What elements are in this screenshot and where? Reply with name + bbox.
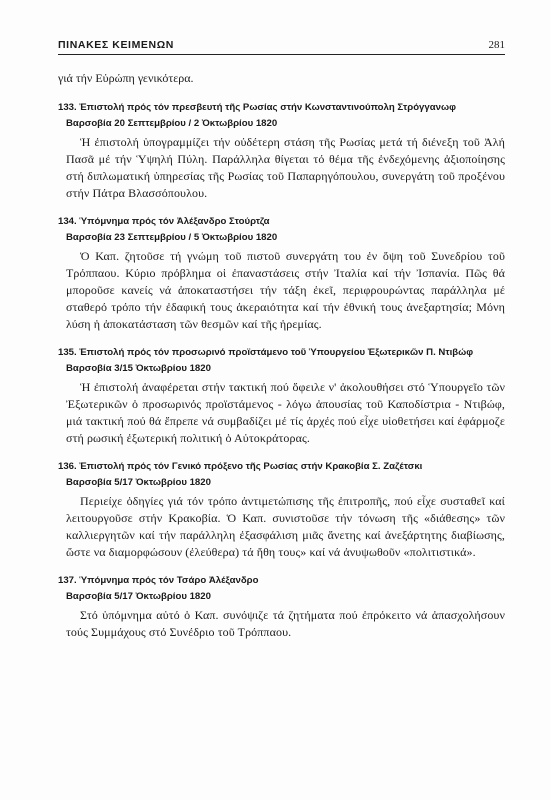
running-header bbox=[58, 38, 505, 55]
entry-heading: 135. Ἐπιστολή πρός τόν προσωρινό προϊστάμενο τοῦ Ὑπουργείου Ἐξωτερικῶν Π. Ντιβώφ bbox=[58, 347, 474, 358]
entry-date: Βαρσοβία 3/15 Ὀκτωβρίου 1820 bbox=[66, 363, 211, 374]
entry-136 bbox=[58, 460, 505, 561]
entry-133 bbox=[58, 101, 505, 202]
page-content bbox=[58, 70, 505, 654]
entry-heading: 133. Ἐπιστολή πρός τόν πρεσβευτή τῆς Ρωσίας στήν Κωνσταντινούπολη Στρόγγανωφ bbox=[58, 102, 456, 113]
entry-heading: 134. Ὑπόμνημα πρός τόν Ἀλέξανδρο Στούρτζα bbox=[58, 216, 270, 227]
entry-date: Βαρσοβία 20 Σεπτεμβρίου / 2 Ὀκτωβρίου 1820 bbox=[66, 118, 278, 129]
page-number: 281 bbox=[488, 39, 505, 51]
running-title: ΠΙΝΑΚΕΣ ΚΕΙΜΕΝΩΝ bbox=[58, 39, 174, 51]
entry-date: Βαρσοβία 23 Σεπτεμβρίου / 5 Ὀκτωβρίου 1820 bbox=[66, 232, 278, 243]
entry-heading: 137. Ὑπόμνημα πρός τόν Τσάρο Ἀλέξανδρο bbox=[58, 575, 259, 586]
entry-summary: Περιείχε ὁδηγίες γιά τόν τρόπο ἀντιμετώπισης τῆς ἐπιτροπῆς, πού εἶχε συσταθεῖ καί λειτουργοῦσε στήν Κρακοβία. Ὁ Καπ. συνιστοῦσε τήν τόνωση τῆς «διάθεσης» τῶν καλλιεργητῶν καί τήν παράλληλη ἐξασφάλιση μιᾶς ἄνετης καί ἀνεξάρτητης διαβίωσης, ὥστε να διαμορφώσουν (ἐλεύθερα) τά ἤθη τους» καί νά ἀνυψωθοῦν «πολιτιστικά». bbox=[66, 494, 505, 559]
entry-date: Βαρσοβία 5/17 Ὀκτωβρίου 1820 bbox=[66, 477, 211, 488]
entry-heading: 136. Ἐπιστολή πρός τόν Γενικό πρόξενο τῆς Ρωσίας στήν Κρακοβία Σ. Ζαζέτσκι bbox=[58, 461, 423, 472]
entry-134 bbox=[58, 215, 505, 333]
entry-137 bbox=[58, 574, 505, 641]
entry-summary: Στό ὑπόμνημα αὐτό ὁ Καπ. συνόψιζε τά ζητήματα πού ἐπρόκειτο νά ἀπασχολήσουν τούς Συμμάχους στό Συνέδριο τοῦ Τρόππαου. bbox=[66, 608, 505, 639]
entry-date: Βαρσοβία 5/17 Ὀκτωβρίου 1820 bbox=[66, 591, 211, 602]
continuation-text: γιά τήν Εὐρώπη γενικότερα. bbox=[58, 71, 194, 85]
entry-summary: Ἡ ἐπιστολή ὑπογραμμίζει τήν οὐδέτερη στάση τῆς Ρωσίας μετά τή διένεξη τοῦ Ἀλή Πασᾶ μέ τήν Ὑψηλή Πύλη. Παράλληλα θίγεται τό θέμα τῆς ἐνδεχόμενης ἀξιοποίησης στή διπλωματική ὑπηρεσίας τῆς Ρωσίας τοῦ Παπαρηγόπουλου, συνεργάτη τοῦ προξένου στήν Πάτρα Βλασσόπουλου. bbox=[66, 135, 505, 200]
entry-summary: Ἡ ἐπιστολή ἀναφέρεται στήν τακτική πού ὄφειλε ν' ἀκολουθήσει στό Ὑπουργεῖο τῶν Ἐξωτερικῶν ὁ προσωρινός προϊστάμενος - λόγω ἀπουσίας τοῦ Καποδίστρια - Ντιβώφ, μιά τακτική πού θά ἔπρεπε νά συμβαδίζει μέ τίς ἀρχές πού εἶχε υἱοθετήσει καί ἐφάρμοζε στή ρωσική ἐξωτερική πολιτική ὁ Αὐτοκράτορας. bbox=[66, 380, 505, 445]
entry-135 bbox=[58, 346, 505, 447]
entry-summary: Ὁ Καπ. ζητοῦσε τή γνώμη τοῦ πιστοῦ συνεργάτη του ἐν ὄψη τοῦ Συνεδρίου τοῦ Τρόππαου. Κύριο πρόβλημα οἱ ἐπαναστάσεις στήν Ἰταλία καί τήν Ἰσπανία. Πῶς θά μποροῦσε κανείς νά ἀποκαταστήσει τήν τάξη ἐκεῖ, περιφρουρώντας παράλληλα μέ σταθερό τρόπο τήν ἐδαφική τους ἀκεραιότητα καί τήν ἐθνική τους ἀνεξαρτησία; Μόνη λύση ἡ ἀποκατάσταση τῶν θεσμῶν καί τῆς ἠρεμίας. bbox=[66, 249, 505, 331]
